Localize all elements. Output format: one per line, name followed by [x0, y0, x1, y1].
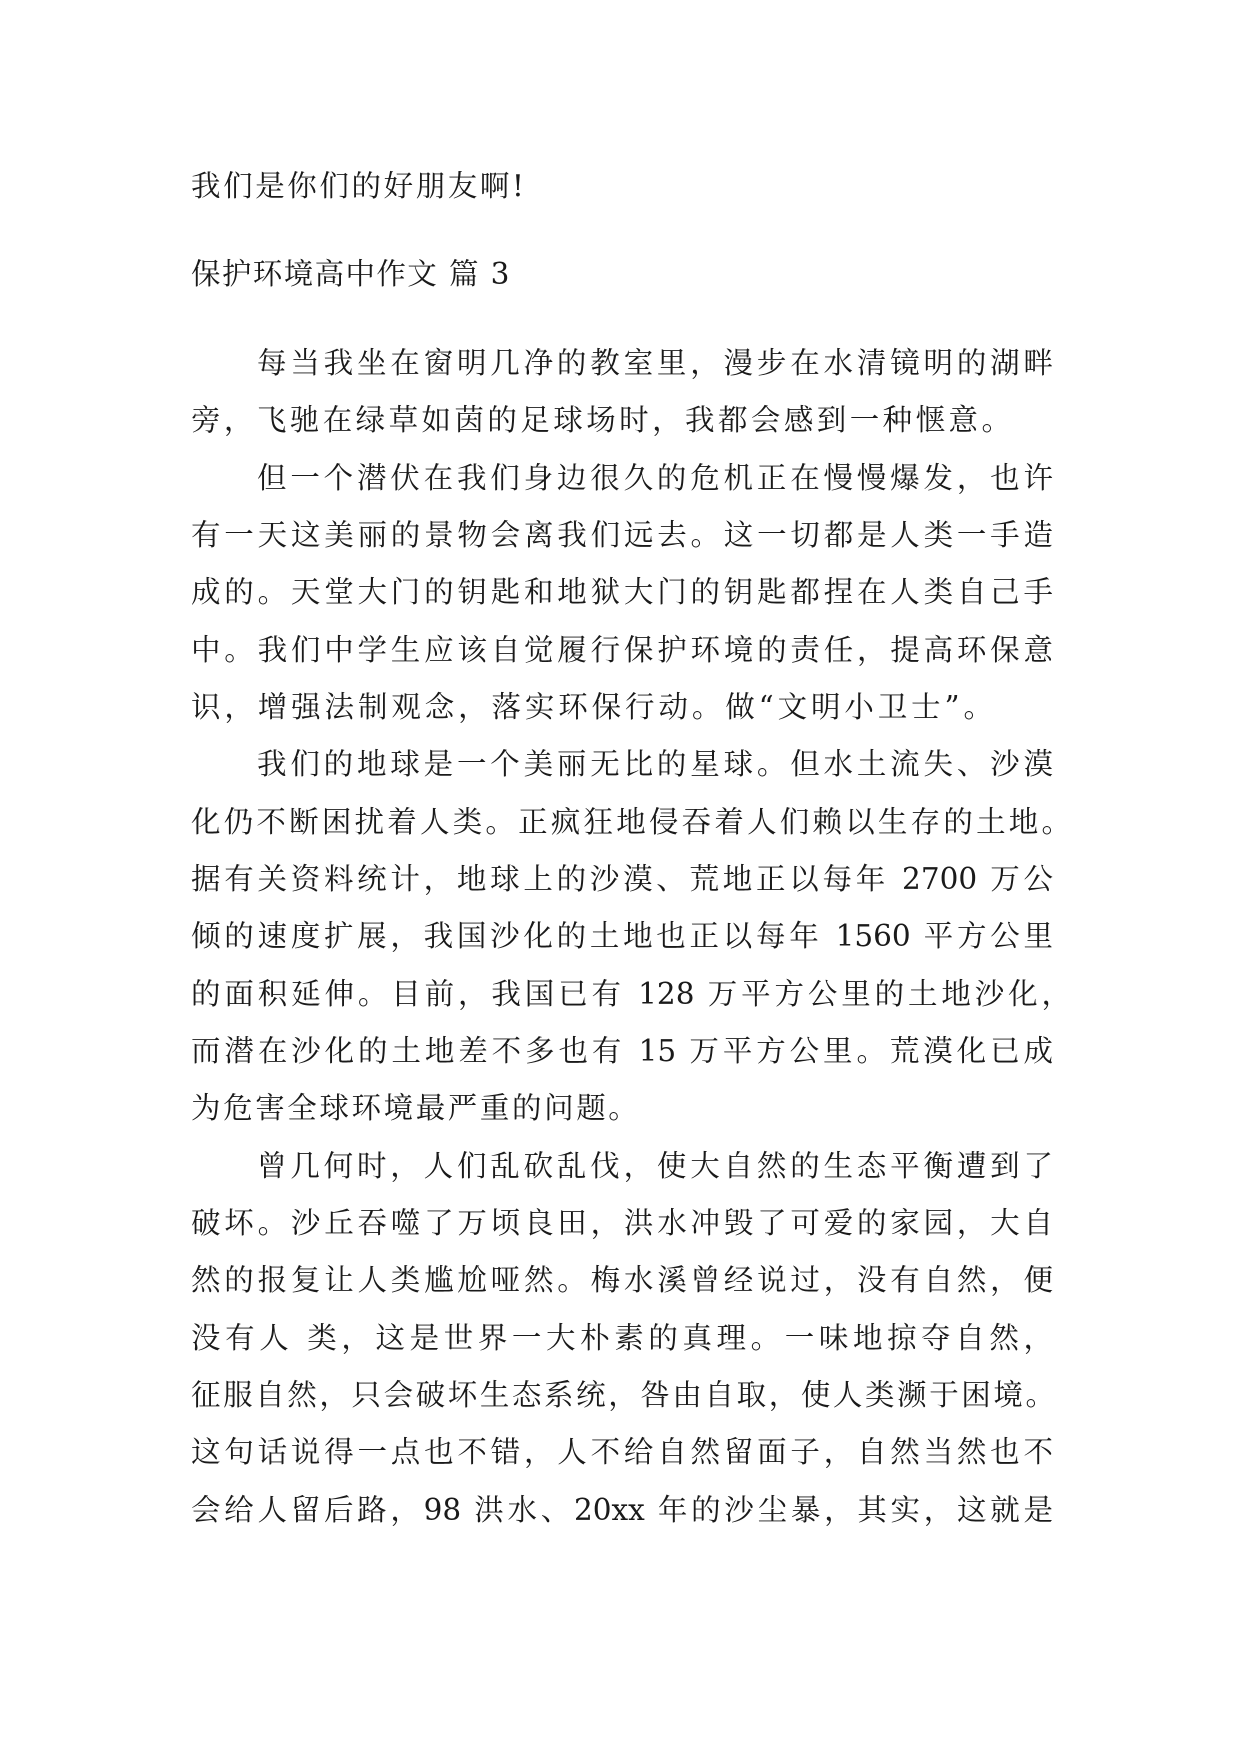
paragraph-3-line-1: 我们的地球是一个美丽无比的星球。但水土流失、沙漠: [257, 747, 1053, 781]
paragraph-3-line-7: 为危害全球环境最严重的问题。: [191, 1091, 641, 1125]
paragraph-2-line-4: 中。我们中学生应该自觉履行保护环境的责任，提高环保意: [191, 633, 1053, 667]
paragraph-3-line-3: 据有关资料统计，地球上的沙漠、荒地正以每年 2700 万公: [191, 862, 1053, 896]
closing-line: 我们是你们的好朋友啊!: [191, 169, 527, 203]
paragraph-4-line-2: 破坏。沙丘吞噬了万顷良田，洪水冲毁了可爱的家园，大自: [191, 1206, 1053, 1240]
paragraph-2-line-3: 成的。天堂大门的钥匙和地狱大门的钥匙都捏在人类自己手: [191, 575, 1053, 609]
paragraph-4-line-4: 没有人 类，这是世界一大朴素的真理。一味地掠夺自然，: [191, 1321, 1053, 1355]
section-heading: 保护环境高中作文 篇 3: [191, 257, 511, 291]
paragraph-1-line-1: 每当我坐在窗明几净的教室里，漫步在水清镜明的湖畔: [257, 346, 1053, 380]
paragraph-2-line-2: 有一天这美丽的景物会离我们远去。这一切都是人类一手造: [191, 518, 1053, 552]
paragraph-4-line-1: 曾几何时，人们乱砍乱伐，使大自然的生态平衡遭到了: [257, 1149, 1053, 1183]
paragraph-2-line-1: 但一个潜伏在我们身边很久的危机正在慢慢爆发，也许: [257, 461, 1053, 495]
paragraph-3-line-5: 的面积延伸。目前，我国已有 128 万平方公里的土地沙化，: [191, 977, 1071, 1011]
paragraph-4-line-3: 然的报复让人类尴尬哑然。梅水溪曾经说过，没有自然，便: [191, 1263, 1053, 1297]
paragraph-4-line-7: 会给人留后路，98 洪水、20xx 年的沙尘暴，其实，这就是: [191, 1493, 1053, 1527]
paragraph-3-line-2: 化仍不断困扰着人类。正疯狂地侵吞着人们赖以生存的土地。: [191, 805, 1071, 839]
paragraph-2-line-5: 识，增强法制观念，落实环保行动。做“文明小卫士”。: [191, 690, 993, 724]
paragraph-1-line-2: 旁，飞驰在绿草如茵的足球场时，我都会感到一种惬意。: [191, 403, 1011, 437]
paragraph-4-line-5: 征服自然，只会破坏生态系统，咎由自取，使人类濒于困境。: [191, 1378, 1055, 1412]
paragraph-3-line-6: 而潜在沙化的土地差不多也有 15 万平方公里。荒漠化已成: [191, 1034, 1053, 1068]
paragraph-3-line-4: 倾的速度扩展，我国沙化的土地也正以每年 1560 平方公里: [191, 919, 1053, 953]
paragraph-4-line-6: 这句话说得一点也不错，人不给自然留面子，自然当然也不: [191, 1435, 1053, 1469]
